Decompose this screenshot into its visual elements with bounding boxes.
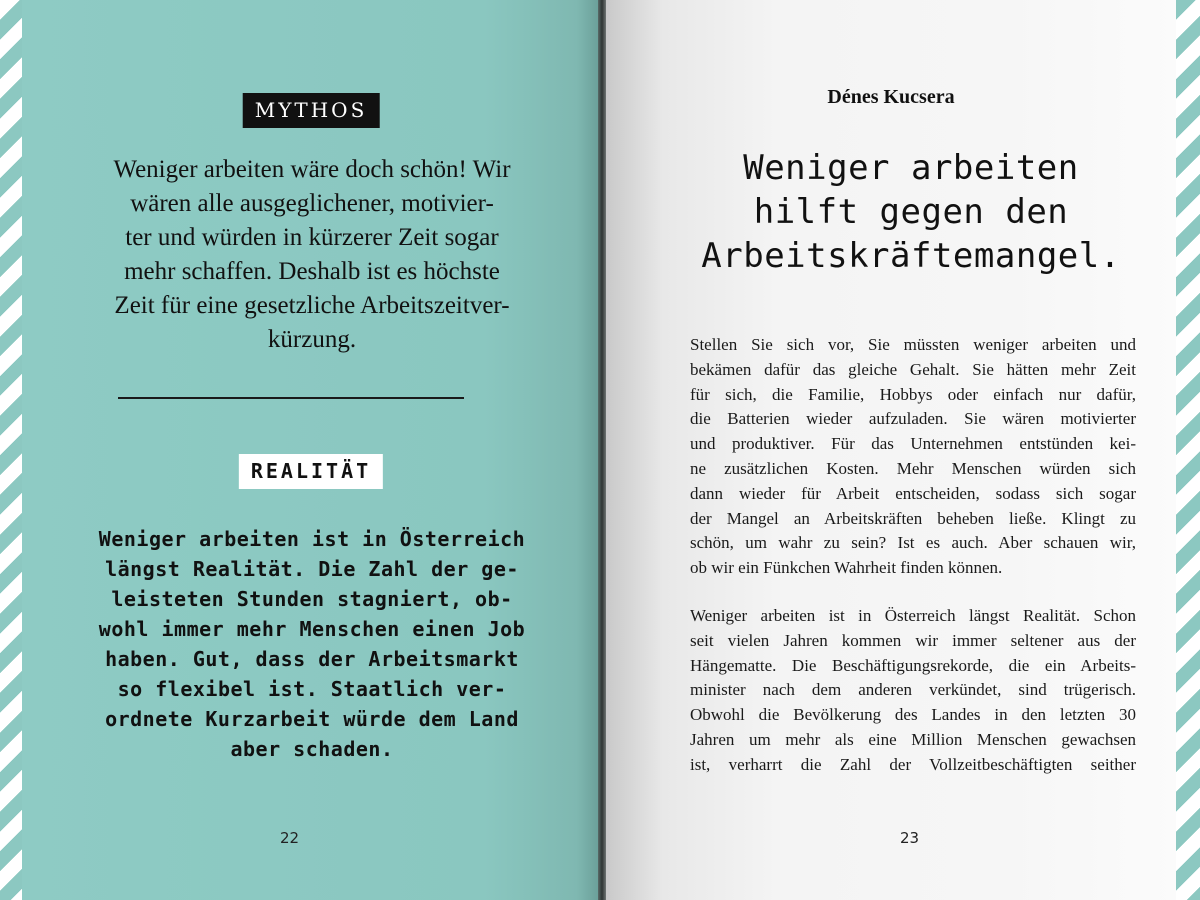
chapter-headline (606, 146, 1200, 278)
myth-label: MYTHOS (243, 93, 380, 128)
body-line: schön, um wahr zu sein? Ist es auch. Aber schauen wir, (690, 533, 1136, 553)
right-page (606, 0, 1176, 900)
myth-line: mehr schaffen. Deshalb ist es höchste (124, 258, 500, 285)
left-edge-stripes (0, 0, 22, 900)
body-line: dann wieder für Arbeit entscheiden, sodass sich sogar (690, 483, 1136, 503)
body-paragraph-2 (690, 604, 1136, 778)
body-line: für sich, die Familie, Hobbys oder einfach nur dafür, (690, 384, 1136, 404)
right-edge-stripes (1176, 0, 1200, 900)
reality-line: längst Realität. Die Zahl der ge- (105, 557, 519, 581)
reality-line: wohl immer mehr Menschen einen Job (98, 617, 526, 641)
body-line: Stellen Sie sich vor, Sie müssten weniger arbeiten und (690, 335, 1136, 354)
body-line: Obwohl die Bevölkerung des Landes in den letzten 30 (690, 705, 1136, 725)
myth-line: Weniger arbeiten wäre doch schön! Wir (113, 156, 511, 183)
reality-line: ordnete Kurzarbeit würde dem Land (105, 707, 519, 731)
body-line: Hängematte. Die Beschäftigungsrekorde, die ein Arbeits- (690, 655, 1136, 675)
page-number-left: 22 (280, 829, 300, 847)
myth-line: ter und würden in kürzerer Zeit sogar (125, 224, 499, 251)
reality-label: REALITÄT (239, 454, 383, 489)
body-line: ob wir ein Fünkchen Wahrheit finden können. (690, 558, 1003, 578)
myth-line: Zeit für eine gesetzliche Arbeitszeitver- (114, 292, 510, 319)
reality-line: haben. Gut, dass der Arbeitsmarkt (105, 647, 519, 671)
reality-line: aber schaden. (230, 737, 394, 761)
body-line: Weniger arbeiten ist in Österreich längst Realität. Schon (690, 606, 1136, 625)
body-paragraph-1 (690, 333, 1136, 581)
body-line: der Mangel an Arbeitskräften beheben ließe. Klingt zu (690, 508, 1136, 528)
myth-line: wären alle ausgeglichener, motivier- (130, 190, 494, 217)
body-line: ist, verharrt die Zahl der Vollzeitbeschäftigten seither (690, 754, 1136, 774)
reality-line: leisteten Stunden stagniert, ob- (111, 587, 513, 611)
body-line: seit vielen Jahren kommen wir immer seltener aus der (690, 630, 1136, 650)
section-divider (118, 397, 464, 399)
headline-line: hilft gegen den (753, 192, 1069, 232)
left-page (22, 0, 600, 900)
body-line: minister nach dem anderen verkündet, sind trügerisch. (690, 680, 1136, 700)
reality-line: Weniger arbeiten ist in Österreich (98, 527, 526, 551)
reality-line: so flexibel ist. Staatlich ver- (117, 677, 507, 701)
myth-line: kürzung. (267, 326, 357, 353)
body-line: ne zusätzlichen Kosten. Mehr Menschen würden sich (690, 458, 1136, 478)
headline-line: Weniger arbeiten (743, 148, 1079, 188)
author-name: Dénes Kucsera (827, 86, 955, 108)
body-line: und produktiver. Für das Unternehmen entstünden kei- (690, 434, 1136, 454)
body-line: bekämen dafür das gleiche Gehalt. Sie hätten mehr Zeit (690, 359, 1136, 379)
body-line: die Batterien wieder aufzuladen. Sie wären motivierter (690, 409, 1136, 429)
myth-text (62, 153, 562, 357)
headline-line: Arbeitskräftemangel. (701, 236, 1121, 276)
page-number-right: 23 (900, 829, 920, 847)
reality-text (52, 524, 572, 764)
body-line: Jahren um mehr als eine Million Menschen gewachsen (690, 729, 1136, 749)
